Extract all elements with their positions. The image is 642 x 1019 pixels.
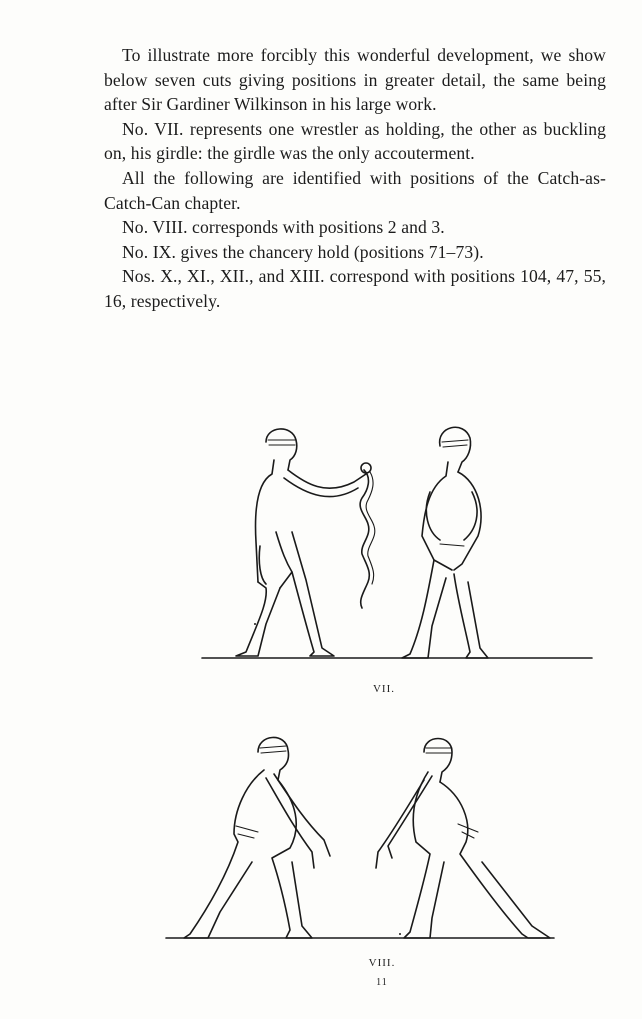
paragraph-fig-viii: No. VIII. corresponds with positions 2 and 3. bbox=[122, 217, 445, 238]
right-wrestler-figure bbox=[376, 739, 550, 939]
figure-viii-illustration bbox=[162, 722, 556, 944]
paragraph-fig-x-xiii: Nos. X., XI., XII., and XIII. correspond with positions 104, 47, 55, 16, respectively. bbox=[104, 266, 606, 311]
ink-speck bbox=[254, 623, 256, 625]
figure-vii-caption: VII. bbox=[372, 683, 396, 695]
left-wrestler-figure bbox=[236, 429, 366, 656]
paragraph-catch-as-catch-can: All the following are identified with positions of the Catch-as-Catch-Can chapter. bbox=[104, 167, 606, 213]
body-text bbox=[104, 43, 606, 314]
page-number: 11 bbox=[376, 977, 388, 988]
figure-viii-caption: VIII. bbox=[368, 957, 396, 969]
ink-speck bbox=[399, 933, 401, 935]
paragraph-fig-ix: No. IX. gives the chancery hold (positions 71–73). bbox=[122, 241, 484, 262]
paragraph-intro: To illustrate more forcibly this wonderful development, we show below seven cuts giving positions in greater detail, the same being after Sir Gardiner Wilkinson in his large work. bbox=[104, 45, 606, 115]
right-wrestler-figure bbox=[402, 427, 488, 658]
girdle-object bbox=[360, 463, 375, 608]
figure-vii-illustration bbox=[196, 412, 596, 666]
left-wrestler-figure bbox=[184, 737, 330, 938]
paragraph-fig-vii: No. VII. represents one wrestler as holding, the other as buckling on, his girdle: the girdle was the only accouterment. bbox=[104, 118, 606, 164]
